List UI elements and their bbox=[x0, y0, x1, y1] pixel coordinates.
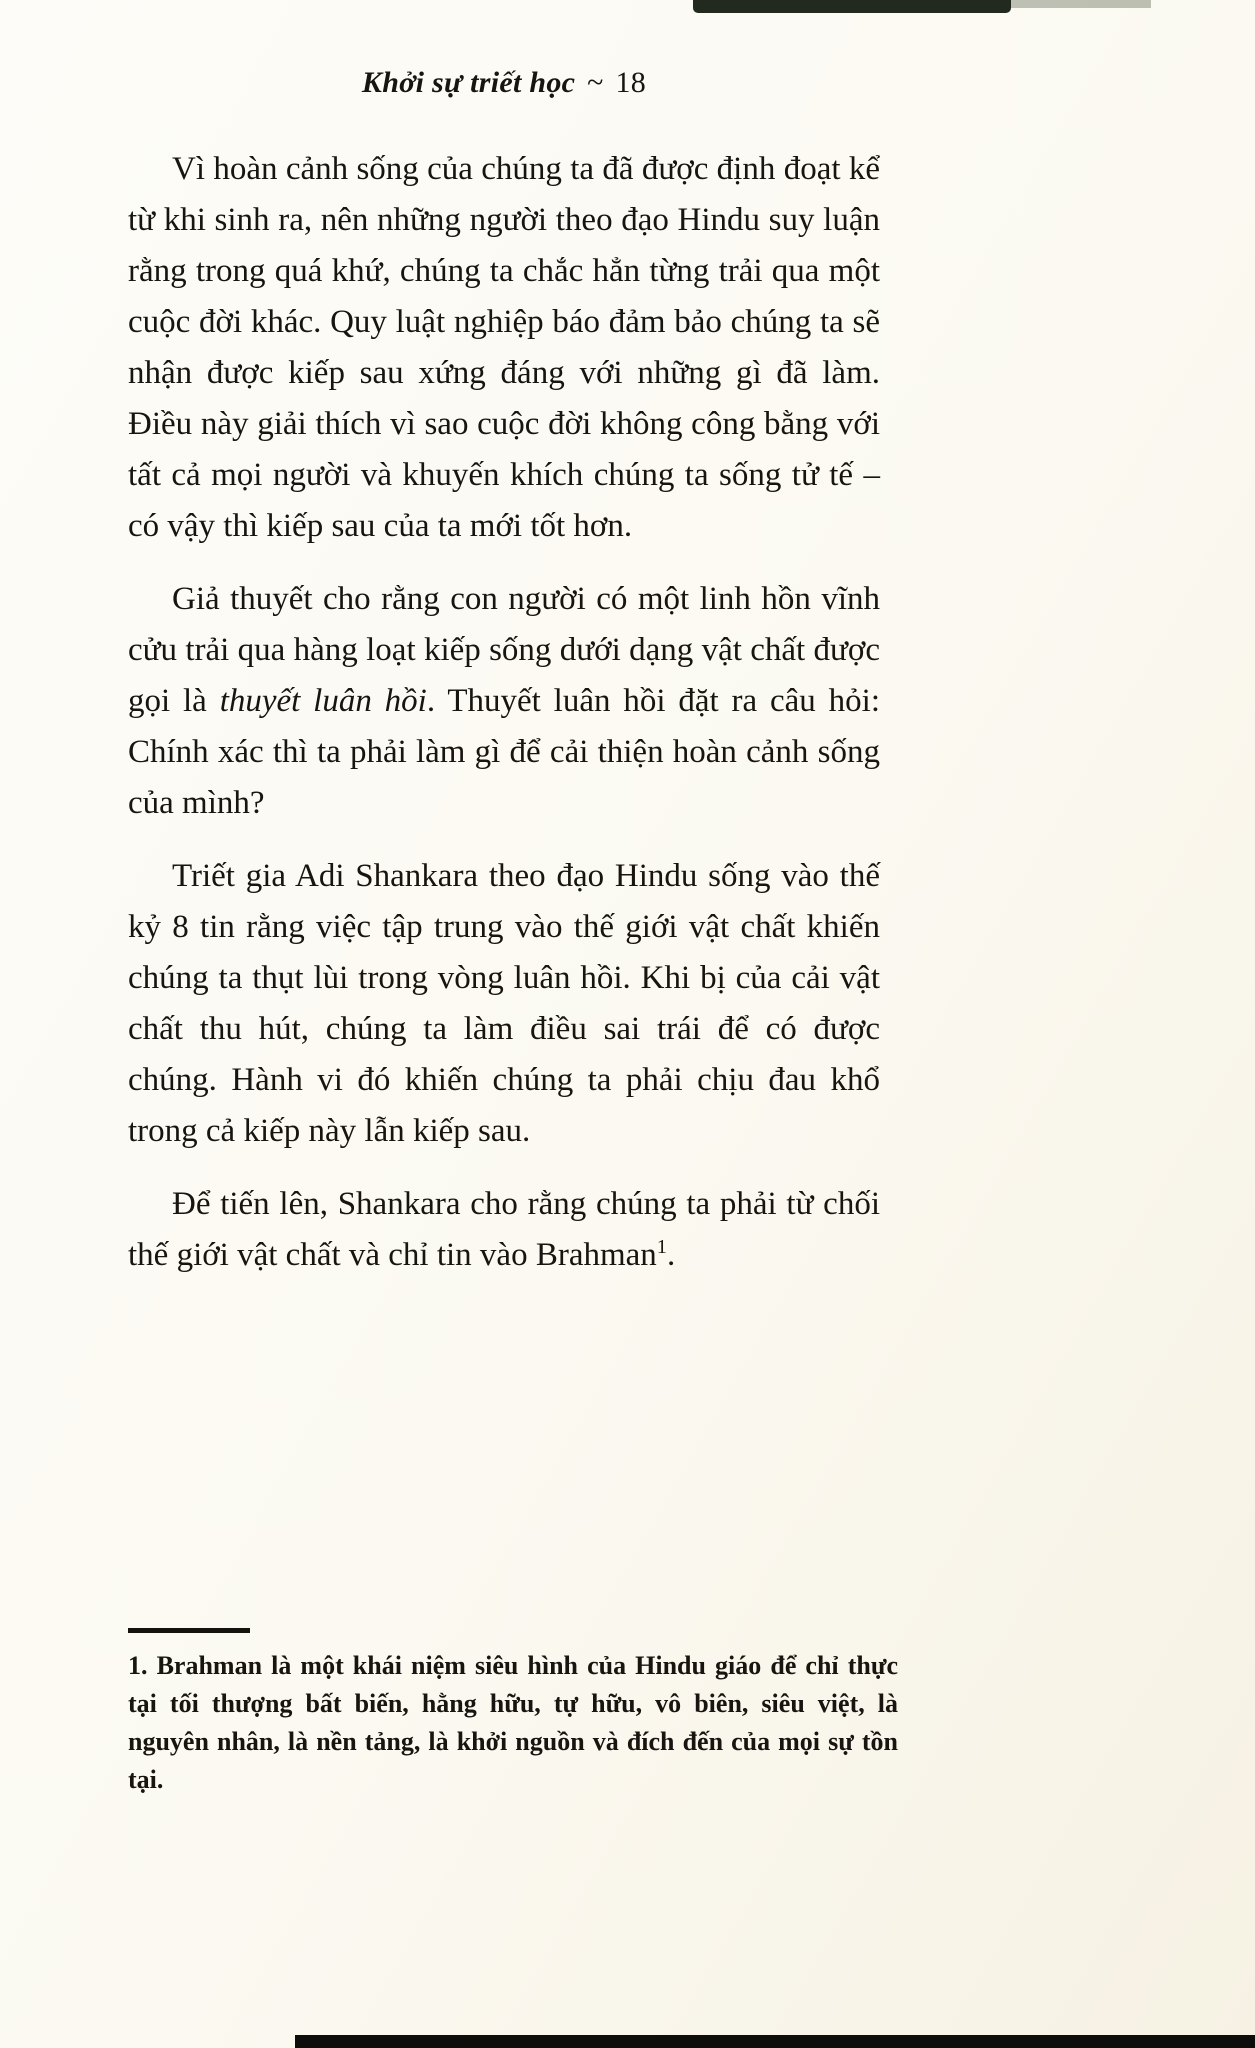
scan-artifact-bottom bbox=[295, 2035, 1255, 2048]
paragraph-reincarnation-text-cont: . Thuyết luân hồi đặt ra câu hỏi: Chính xác thì ta phải làm gì để cải thiện hoàn cảnh sống của mình? bbox=[128, 683, 880, 821]
italic-term-reincarnation: thuyết luân hồi bbox=[219, 683, 427, 719]
header-separator: ~ bbox=[587, 66, 604, 99]
book-title: Khởi sự triết học bbox=[361, 66, 576, 99]
paragraph-reincarnation-text: Giả thuyết cho rằng con người có một linh hồn vĩnh cửu trải qua hàng loạt kiếp sống dưới dạng vật chất được gọi là bbox=[128, 581, 880, 719]
footnote-reference-marker: 1 bbox=[656, 1236, 668, 1258]
paragraph-brahman-text-cont: . bbox=[667, 1237, 676, 1273]
footnote-divider bbox=[128, 1628, 250, 1633]
scan-artifact-top-light bbox=[1011, 0, 1151, 8]
paragraph-brahman-text: Để tiến lên, Shankara cho rằng chúng ta phải từ chối thế giới vật chất và chỉ tin vào Brahman bbox=[128, 1186, 880, 1273]
paragraph-brahman bbox=[128, 1179, 880, 1281]
paragraph-shankara: Triết gia Adi Shankara theo đạo Hindu sống vào thế kỷ 8 tin rằng việc tập trung vào thế giới vật chất khiến chúng ta thụt lùi trong vòng luân hồi. Khi bị của cải vật chất thu hút, chúng ta làm điều sai trái để có được chúng. Hành vi đó khiến chúng ta phải chịu đau khổ trong cả kiếp này lẫn kiếp sau. bbox=[128, 858, 880, 1149]
footnote-section bbox=[128, 1628, 898, 1799]
page-body bbox=[128, 144, 880, 1281]
scan-artifact-top bbox=[693, 0, 1011, 13]
paragraph-karma: Vì hoàn cảnh sống của chúng ta đã được định đoạt kể từ khi sinh ra, nên những người theo đạo Hindu suy luận rằng trong quá khứ, chúng ta chắc hẳn từng trải qua một cuộc đời khác. Quy luật nghiệp báo đảm bảo chúng ta sẽ nhận được kiếp sau xứng đáng với những gì đã làm. Điều này giải thích vì sao cuộc đời không công bằng với tất cả mọi người và khuyến khích chúng ta sống tử tế – có vậy thì kiếp sau của ta mới tốt hơn. bbox=[128, 151, 880, 544]
footnote-text: 1. Brahman là một khái niệm siêu hình của Hindu giáo để chỉ thực tại tối thượng bất biến, hằng hữu, tự hữu, vô biên, siêu việt, là nguyên nhân, là nền tảng, là khởi nguồn và đích đến của mọi sự tồn tại. bbox=[128, 1651, 898, 1794]
running-header bbox=[128, 64, 880, 102]
page-number: 18 bbox=[615, 66, 647, 99]
paragraph-reincarnation bbox=[128, 574, 880, 829]
book-page bbox=[128, 64, 880, 1281]
